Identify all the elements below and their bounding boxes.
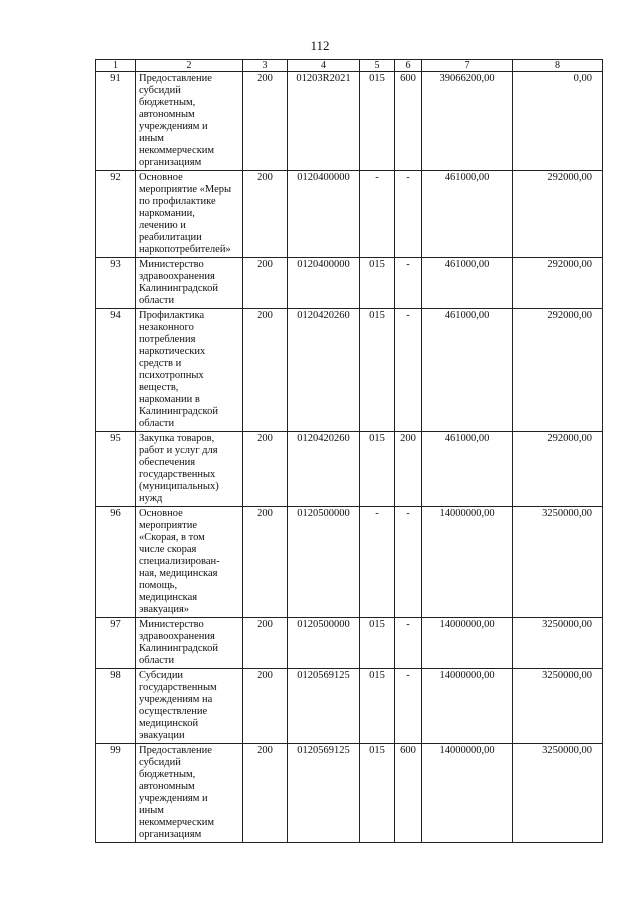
code-cell: 200 [243,309,288,432]
amount-cell: 14000000,00 [422,618,513,669]
code-cell: 200 [243,744,288,843]
amount-cell: 39066200,00 [422,72,513,171]
item-name-text: Предоставление субсидий бюджетным, автономным учреждениям и иным некоммерческим организациям [139,73,215,168]
item-name-text: Министерство здравоохранения Калининградской области [139,619,218,666]
expense-type-cell: - [395,669,422,744]
item-name-cell [136,744,243,843]
table-row [96,258,603,309]
header-cell: 5 [360,60,395,72]
row-number-cell: 93 [96,258,136,309]
amount-cell: 292000,00 [513,309,603,432]
item-name-text: Профилактика незаконного потребления наркотических средств и психотропных веществ, наркомании в Калининградской области [139,310,218,429]
table-row [96,432,603,507]
item-name-text: Основное мероприятие «Скорая, в том числе скорая специализирован- ная, медицинская помощь, медицинская эвакуация» [139,508,220,615]
expense-type-cell: - [395,309,422,432]
header-cell: 8 [513,60,603,72]
item-name-text: Субсидии государственным учреждениям на осуществление медицинской эвакуации [139,670,217,741]
row-number-cell: 95 [96,432,136,507]
amount-cell: 0,00 [513,72,603,171]
table-row [96,669,603,744]
item-name-text: Основное мероприятие «Меры по профилактике наркомании, лечению и реабилитации наркопотребителей» [139,172,232,255]
amount-cell: 292000,00 [513,258,603,309]
target-article-cell: 0120500000 [288,507,360,618]
header-cell: 1 [96,60,136,72]
header-row [96,60,603,72]
ministry-code-cell: 015 [360,309,395,432]
expense-type-cell: 200 [395,432,422,507]
item-name-cell [136,618,243,669]
ministry-code-cell: 015 [360,72,395,171]
table-row [96,744,603,843]
amount-cell: 292000,00 [513,432,603,507]
amount-cell: 3250000,00 [513,669,603,744]
row-number-cell: 97 [96,618,136,669]
code-cell: 200 [243,507,288,618]
item-name-cell [136,507,243,618]
amount-cell: 292000,00 [513,171,603,258]
item-name-text: Предоставление субсидий бюджетным, автономным учреждениям и иным некоммерческим организациям [139,745,215,840]
table-row [96,618,603,669]
code-cell: 200 [243,432,288,507]
header-cell: 2 [136,60,243,72]
expense-type-cell: - [395,258,422,309]
amount-cell: 461000,00 [422,432,513,507]
target-article-cell: 0120569125 [288,669,360,744]
expense-type-cell: - [395,507,422,618]
item-name-cell [136,309,243,432]
amount-cell: 461000,00 [422,309,513,432]
code-cell: 200 [243,258,288,309]
amount-cell: 14000000,00 [422,507,513,618]
row-number-cell: 98 [96,669,136,744]
row-number-cell: 92 [96,171,136,258]
ministry-code-cell: 015 [360,669,395,744]
table-row [96,72,603,171]
item-name-cell [136,669,243,744]
page-number: 112 [310,38,330,53]
table-row [96,171,603,258]
amount-cell: 14000000,00 [422,669,513,744]
table-row [96,309,603,432]
table-row [96,507,603,618]
code-cell: 200 [243,171,288,258]
ministry-code-cell: 015 [360,432,395,507]
target-article-cell: 0120400000 [288,171,360,258]
expense-type-cell: 600 [395,72,422,171]
target-article-cell: 0120400000 [288,258,360,309]
row-number-cell: 96 [96,507,136,618]
item-name-text: Министерство здравоохранения Калининградской области [139,259,218,306]
target-article-cell: 0120420260 [288,309,360,432]
target-article-cell: 0120420260 [288,432,360,507]
item-name-cell [136,72,243,171]
expense-type-cell: 600 [395,744,422,843]
ministry-code-cell: 015 [360,744,395,843]
target-article-cell: 0120500000 [288,618,360,669]
ministry-code-cell: 015 [360,258,395,309]
row-number-cell: 99 [96,744,136,843]
item-name-text: Закупка товаров, работ и услуг для обеспечения государственных (муниципальных) нужд [139,433,219,504]
expense-type-cell: - [395,618,422,669]
header-cell: 6 [395,60,422,72]
row-number-cell: 94 [96,309,136,432]
target-article-cell: 01203R2021 [288,72,360,171]
code-cell: 200 [243,72,288,171]
target-article-cell: 0120569125 [288,744,360,843]
item-name-cell [136,258,243,309]
header-cell: 7 [422,60,513,72]
amount-cell: 3250000,00 [513,744,603,843]
item-name-cell [136,432,243,507]
item-name-cell [136,171,243,258]
amount-cell: 461000,00 [422,258,513,309]
row-number-cell: 91 [96,72,136,171]
ministry-code-cell: 015 [360,618,395,669]
amount-cell: 3250000,00 [513,507,603,618]
ministry-code-cell: - [360,507,395,618]
header-cell: 3 [243,60,288,72]
amount-cell: 14000000,00 [422,744,513,843]
code-cell: 200 [243,669,288,744]
code-cell: 200 [243,618,288,669]
amount-cell: 3250000,00 [513,618,603,669]
amount-cell: 461000,00 [422,171,513,258]
ministry-code-cell: - [360,171,395,258]
header-cell: 4 [288,60,360,72]
budget-table [95,59,603,843]
expense-type-cell: - [395,171,422,258]
